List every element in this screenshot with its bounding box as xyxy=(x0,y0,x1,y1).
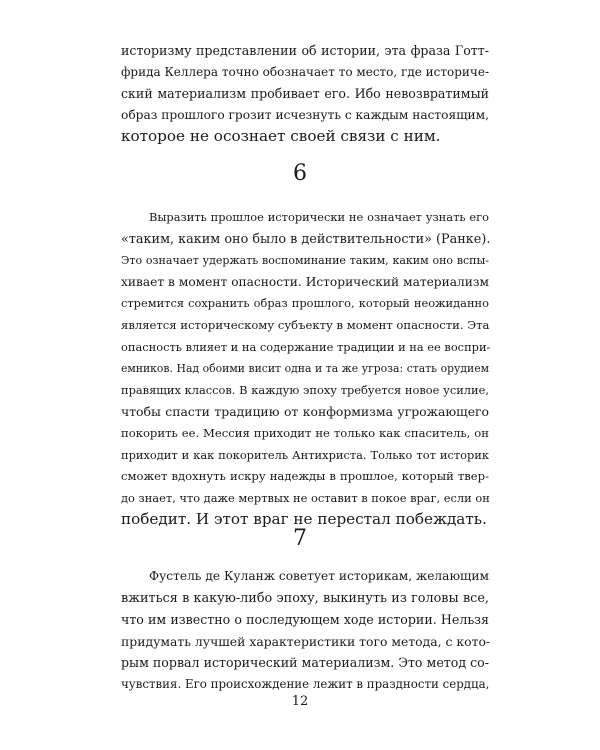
text-line: является историческому субъекту в момент опасности. Эта xyxy=(121,317,490,332)
text-line: рым порвал исторический материализм. Это метод со- xyxy=(121,655,489,671)
section-7-paragraph xyxy=(121,566,489,696)
text-line: вжиться в какую-либо эпоху, выкинуть из головы все, xyxy=(121,590,489,606)
text-line: Фустель де Куланж советует историкам, желающим xyxy=(149,569,489,583)
text-line: фрида Келлера точно обозначает то место, где историче- xyxy=(121,64,489,79)
text-line: покорить ее. Мессия приходит не только как спаситель, он xyxy=(121,425,489,440)
text-line: Выразить прошлое исторически не означает узнать его xyxy=(149,210,489,224)
text-line: победит. И этот враг не перестал побеждать. xyxy=(121,510,487,529)
top-paragraph xyxy=(121,40,489,148)
text-line: что им известно о последующем ходе истории. Нельзя xyxy=(121,612,489,628)
text-line: чувствия. Его происхождение лежит в праздности сердца, xyxy=(121,676,490,691)
text-line: стремится сохранить образ прошлого, который неожиданно xyxy=(121,296,489,311)
page-number: 12 xyxy=(291,694,309,709)
text-line: образ прошлого грозит исчезнуть с каждым настоящим, xyxy=(121,107,489,122)
text-line: придумать лучшей характеристики того метода, с кото- xyxy=(121,633,491,649)
text-line: «таким, каким оно было в действительности» (Ранке). xyxy=(121,231,491,247)
text-line: Это означает удержать воспоминание таким, каким оно вспы- xyxy=(121,254,489,268)
section-heading-6: 6 xyxy=(293,161,307,186)
section-6-paragraph xyxy=(121,207,489,531)
text-line: опасность влияет и на содержание традиции и на ее воспри- xyxy=(121,339,491,354)
text-line: сможет вдохнуть искру надежды в прошлое, который твер- xyxy=(121,469,489,484)
text-line: ский материализм пробивает его. Ибо невозвратимый xyxy=(121,86,489,102)
text-line: историзму представлении об истории, эта фраза Готт- xyxy=(121,43,489,58)
text-line: чтобы спасти традицию от конформизма угрожающего xyxy=(121,404,489,420)
text-line: до знает, что даже мертвых не оставит в покое враг, если он xyxy=(121,490,490,505)
text-line: емников. Над обоими висит одна и та же угроза: стать орудием xyxy=(121,362,489,376)
text-line: правящих классов. В каждую эпоху требуется новое усилие, xyxy=(121,382,489,397)
text-line: приходит и как покоритель Антихриста. Только тот историк xyxy=(121,447,489,462)
text-line: хивает в момент опасности. Исторический материализм xyxy=(121,274,489,289)
section-heading-7: 7 xyxy=(293,526,307,551)
text-line: которое не осознает своей связи с ним. xyxy=(121,127,441,146)
